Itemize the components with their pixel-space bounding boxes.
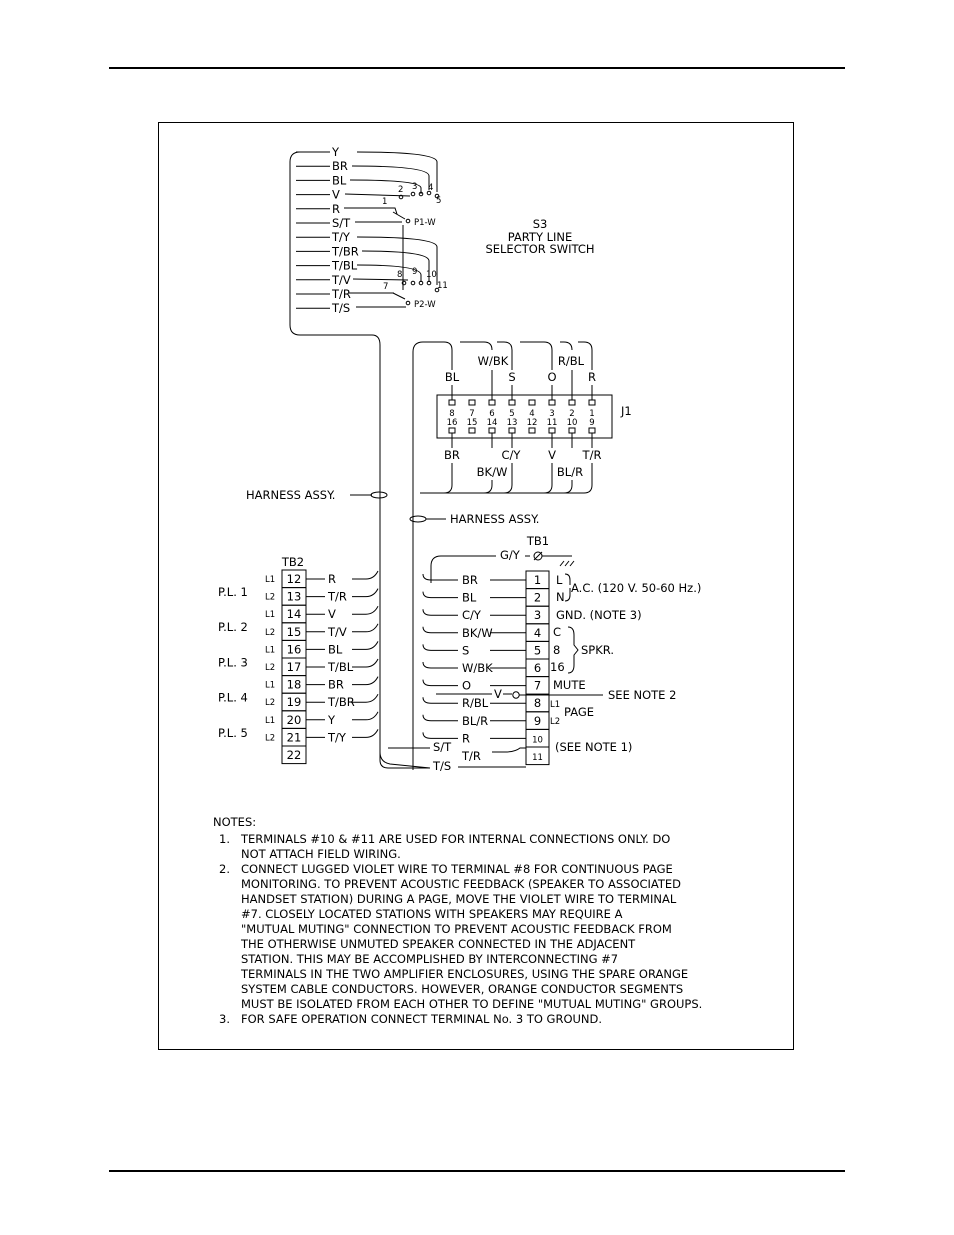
switch-position-label: 3 — [412, 182, 418, 192]
tb2-wire-label: R — [328, 572, 336, 586]
connector-wire-label: BR — [444, 448, 460, 462]
connector-pin — [569, 400, 575, 405]
connector-wire-label: C/Y — [501, 448, 521, 462]
connector-pin — [529, 400, 535, 405]
tb2-wire-label: V — [328, 607, 336, 622]
tb1-terminal-number: 7 — [533, 678, 542, 693]
tb2-wire — [352, 641, 378, 649]
tb2-line-position: L2 — [265, 663, 276, 673]
connector-wire-label: BK/W — [476, 465, 508, 479]
connector-pin — [509, 400, 515, 405]
tb2-wire — [352, 712, 378, 720]
tb2-terminal-number: 16 — [286, 642, 302, 657]
note-line: MONITORING. TO PREVENT ACOUSTIC FEEDBACK (SPEAKER TO ASSOCIATED — [241, 877, 682, 891]
tb1-terminal-number: 8 — [533, 696, 542, 711]
connector-j1-label: J1 — [621, 404, 632, 418]
tb2-terminal-number: 12 — [286, 572, 302, 586]
tb2-terminal-number: 20 — [286, 712, 302, 727]
tb1-wire — [423, 592, 458, 598]
connector-pin — [449, 428, 455, 433]
ac-bracket — [565, 574, 570, 585]
note-number: 3. — [219, 1012, 230, 1026]
tb2-line-position: L2 — [265, 627, 276, 638]
tb1-wire-label: W/BK — [462, 661, 493, 675]
connector-wire-label: O — [547, 370, 557, 384]
connector-harness — [423, 463, 452, 493]
ground-hatch — [560, 561, 564, 566]
tb1-terminal-number: 6 — [533, 661, 542, 675]
connector-harness — [520, 342, 552, 370]
spkr-bracket — [568, 627, 578, 673]
note-number: 2. — [219, 862, 230, 876]
tb1-wire — [423, 680, 458, 686]
harness-label-left: HARNESS ASSY. — [246, 488, 336, 502]
tb2-line-position: L1 — [265, 645, 276, 656]
connector-pin — [569, 428, 575, 433]
ac-bracket — [565, 588, 570, 601]
tb2-wire-label: BR — [328, 677, 344, 692]
note-line: "MUTUAL MUTING" CONNECTION TO PREVENT ACOUSTIC FEEDBACK FROM — [241, 922, 672, 936]
tb2-terminal-number: 21 — [286, 730, 302, 745]
switch-contact — [411, 281, 415, 285]
tb1-internal-wire — [380, 752, 430, 768]
party-line-label: P.L. 3 — [218, 655, 248, 670]
connector-wire-label: R — [588, 370, 596, 384]
tb1-wire-label: O — [462, 678, 472, 693]
tb1-terminal-number: 9 — [533, 713, 542, 728]
ground-hatch — [565, 561, 569, 566]
switch-label-p1: P1-W — [414, 218, 436, 228]
tb1-annotation: GND. (NOTE 3) — [556, 608, 642, 622]
tb1-terminal-number: 3 — [533, 608, 542, 623]
tb2-wire-label: BL — [328, 642, 343, 657]
switch-contact — [406, 219, 410, 223]
connector-pin — [469, 400, 475, 405]
switch-wire-label: T/BL — [332, 258, 358, 273]
switch-title: S3 — [532, 217, 548, 231]
tb1-wire — [423, 574, 458, 580]
tb1-terminal-number: 10 — [532, 735, 543, 746]
tb1-ground-wire-label: G/Y — [500, 548, 520, 562]
switch-wire-label: T/S — [332, 301, 351, 316]
tb1-internal-wire — [492, 748, 526, 752]
tb1-annotation: L — [556, 573, 563, 587]
note-line: TERMINALS #10 & #11 ARE USED FOR INTERNAL CONNECTIONS ONLY. DO — [241, 832, 671, 846]
tb2-terminal-number: 19 — [286, 695, 302, 710]
tb1-terminal-number: 11 — [532, 753, 543, 763]
tb1-annotation: C — [553, 625, 562, 639]
harness-rail — [290, 152, 430, 768]
tb2-wire-label: T/Y — [328, 730, 346, 745]
connector-pin-number: 13 — [506, 418, 518, 428]
connector-pin-number: 5 — [509, 409, 515, 419]
switch-wire-label: BL — [332, 173, 347, 188]
tb2-terminal-number: 15 — [286, 624, 302, 639]
note-item — [213, 1012, 788, 1027]
note-line: HANDSET STATION) DURING A PAGE, MOVE THE VIOLET WIRE TO TERMINAL — [241, 892, 677, 906]
harness-label-right: HARNESS ASSY. — [450, 512, 540, 526]
switch-position-label: 8 — [397, 270, 403, 280]
connector-pin — [549, 428, 555, 433]
tb1-annotation: 8 — [553, 643, 561, 657]
tb1-wire-label: T/R — [462, 749, 481, 763]
note-item — [213, 862, 788, 1012]
notes-block — [213, 815, 788, 1027]
tb2-wire — [352, 571, 378, 579]
note-line: NOT ATTACH FIELD WIRING. — [241, 847, 401, 861]
connector-harness — [564, 480, 572, 493]
tb1-annotation: N — [556, 590, 565, 604]
party-line-label: P.L. 1 — [218, 585, 248, 599]
tb1-annotation: L2 — [550, 717, 561, 727]
tb1-wire — [423, 732, 458, 738]
connector-harness — [560, 342, 572, 350]
tb1-label: TB1 — [526, 534, 550, 548]
note-number: 1. — [219, 832, 230, 846]
tb1-wire — [423, 697, 458, 703]
connector-pin-number: 11 — [546, 418, 558, 428]
switch-position-label: 4 — [428, 183, 434, 193]
tb1-wire-label: C/Y — [462, 608, 481, 623]
connector-pin — [449, 400, 455, 405]
tb2-wire-label: Y — [328, 712, 336, 727]
connector-pin — [469, 428, 475, 433]
tb1-wire-label: BK/W — [462, 625, 493, 640]
connector-harness — [484, 480, 492, 493]
switch-position-label: 2 — [398, 185, 404, 195]
tb1-wire — [423, 644, 458, 650]
note-line: #7. CLOSELY LOCATED STATIONS WITH SPEAKERS MAY REQUIRE A — [241, 907, 623, 921]
switch-position-label: 10 — [426, 270, 437, 280]
tb1-annotation: L1 — [550, 700, 561, 710]
switch-wiper — [393, 212, 405, 219]
party-line-label: P.L. 2 — [218, 620, 248, 635]
note-line: TERMINALS IN THE TWO AMPLIFIER ENCLOSURES, USING THE SPARE ORANGE — [241, 967, 689, 981]
connector-pin-number: 12 — [526, 418, 538, 428]
connector-pin-number: 15 — [466, 418, 478, 428]
tb1-wire — [423, 715, 458, 721]
party-line-label: P.L. 4 — [218, 690, 248, 705]
tb1-wire — [423, 609, 458, 615]
tb2-terminal-number: 22 — [286, 748, 302, 762]
tb1-wire-label: BR — [462, 573, 478, 587]
tb1-annotation: A.C. (120 V. 50-60 Hz.) — [571, 581, 702, 595]
tb1-terminal-number: 4 — [533, 625, 542, 640]
tb1-annotation: SPKR. — [581, 643, 615, 657]
tb1-annotation: MUTE — [553, 678, 586, 692]
party-line-label: P.L. 5 — [218, 725, 248, 740]
note-line: SYSTEM CABLE CONDUCTORS. HOWEVER, ORANGE CONDUCTOR SEGMENTS — [241, 982, 684, 996]
tb1-lug-wire-label: V — [494, 687, 502, 701]
switch-wire-label: R — [332, 201, 340, 216]
tb2-wire — [352, 589, 378, 597]
note-line: THE OTHERWISE UNMUTED SPEAKER CONNECTED IN THE ADJACENT — [241, 937, 636, 951]
connector-wire-label: BL — [444, 370, 460, 384]
connector-pin — [589, 428, 595, 433]
connector-wire-label: V — [548, 448, 556, 462]
tb2-line-position: L1 — [265, 575, 276, 585]
tb2-wire-label: T/R — [328, 589, 347, 604]
connector-pin — [529, 428, 535, 433]
tb1-wire-label: BL/R — [462, 713, 489, 728]
tb1-wire-label: S — [462, 643, 470, 658]
connector-wire-label: T/R — [582, 448, 602, 462]
switch-label-p2: P2-W — [414, 300, 436, 310]
connector-pin — [489, 400, 495, 405]
tb2-line-position: L2 — [265, 733, 276, 744]
tb1-annotation: PAGE — [564, 705, 595, 719]
switch-wire-label: S/T — [332, 216, 351, 230]
switch-position-label: 5 — [436, 196, 442, 206]
tb2-line-position: L2 — [265, 592, 276, 603]
connector-wire-label: R/BL — [557, 354, 585, 368]
tb1-terminal-number: 1 — [533, 573, 542, 587]
switch-wiper — [393, 293, 405, 299]
connector-pin-number: 3 — [549, 409, 555, 419]
switch-wire-label: BR — [332, 159, 348, 174]
tb2-line-position: L2 — [265, 698, 276, 709]
tb2-line-position: L1 — [265, 680, 276, 691]
tb2-wire-label: T/BL — [328, 660, 354, 674]
switch-wire-label: T/BR — [332, 244, 359, 259]
tb2-wire-label: T/BR — [328, 695, 355, 710]
connector-pin-number: 8 — [449, 409, 455, 419]
ground-hatch — [570, 561, 574, 566]
switch-position-label: 9 — [412, 267, 418, 277]
tb2-terminal-number: 18 — [286, 677, 302, 692]
tb1-terminal-number: 2 — [533, 590, 542, 605]
connector-harness — [544, 463, 552, 493]
tb1-internal-label: S/T — [433, 740, 452, 754]
tb2-wire — [352, 677, 378, 685]
tb2-wire — [352, 624, 378, 632]
switch-wire-label: T/V — [332, 272, 351, 287]
tb1-terminal-number: 5 — [533, 643, 542, 658]
switch-lead — [344, 208, 397, 214]
connector-wire-label: S — [508, 370, 516, 384]
note-line: CONNECT LUGGED VIOLET WIRE TO TERMINAL #8 FOR CONTINUOUS PAGE — [241, 862, 673, 876]
connector-pin-number: 9 — [589, 418, 595, 428]
tb1-wire — [423, 627, 458, 633]
tb1-wire-label: R — [462, 731, 470, 746]
connector-j1-body — [437, 395, 612, 438]
tb2-wire — [352, 729, 378, 737]
tb2-line-position: L1 — [265, 610, 276, 621]
switch-wire-label: Y — [332, 145, 340, 159]
connector-wire-label: BL/R — [556, 465, 584, 479]
switch-title: SELECTOR SWITCH — [485, 242, 595, 256]
tb2-terminal-number: 13 — [286, 589, 302, 604]
harness-ring — [371, 492, 387, 498]
tb2-label: TB2 — [281, 555, 305, 569]
switch-contact — [406, 301, 410, 305]
harness-ring — [410, 516, 426, 522]
tb2-wire — [352, 659, 378, 667]
connector-pin — [489, 428, 495, 433]
note-line: STATION. THIS MAY BE ACCOMPLISHED BY INTERCONNECTING #7 — [241, 952, 619, 966]
connector-pin-number: 4 — [529, 409, 535, 419]
switch-lead — [352, 166, 429, 190]
connector-pin-number: 10 — [566, 418, 578, 428]
connector-harness — [460, 342, 492, 350]
tb2-wire — [352, 606, 378, 614]
switch-wire-label: V — [332, 187, 340, 202]
connector-pin-number: 7 — [469, 409, 475, 419]
tb1-wire — [423, 662, 458, 668]
connector-pin-number: 16 — [446, 418, 458, 428]
tb2-terminal-number: 17 — [286, 660, 302, 674]
tb1-annotation: 16 — [550, 660, 565, 674]
connector-pin — [589, 400, 595, 405]
tb1-wire-label: BL — [462, 590, 477, 605]
violet-lug — [513, 692, 519, 698]
connector-pin — [549, 400, 555, 405]
switch-lead — [350, 180, 421, 194]
switch-position-label: 7 — [383, 282, 389, 292]
connector-pin-number: 2 — [569, 409, 575, 419]
switch-contact — [411, 192, 415, 196]
switch-title: PARTY LINE — [507, 230, 573, 244]
switch-wire-label: T/Y — [332, 230, 350, 245]
tb2-terminal-number: 14 — [286, 607, 302, 622]
tb2-wire-label: T/V — [328, 624, 347, 639]
tb2-line-position: L1 — [265, 715, 276, 726]
notes-heading: NOTES: — [213, 815, 257, 829]
connector-pin-number: 14 — [486, 418, 498, 428]
connector-pin-number: 1 — [589, 409, 595, 419]
connector-pin — [509, 428, 515, 433]
connector-pin-number: 6 — [489, 409, 495, 419]
note-item — [213, 832, 788, 862]
tb1-annotation: (SEE NOTE 1) — [555, 740, 633, 754]
switch-position-label: 1 — [382, 197, 388, 207]
connector-wire-label: W/BK — [477, 354, 509, 368]
tb1-wire-label: R/BL — [462, 696, 489, 711]
note-line: FOR SAFE OPERATION CONNECT TERMINAL No. 3 TO GROUND. — [241, 1012, 603, 1026]
tb1-internal-label: T/S — [433, 759, 452, 773]
switch-wire-label: T/R — [332, 287, 351, 301]
tb1-annotation: SEE NOTE 2 — [608, 688, 677, 702]
switch-position-label: 11 — [437, 281, 448, 291]
note-line: MUST BE ISOLATED FROM EACH OTHER TO DEFINE "MUTUAL MUTING" GROUPS. — [241, 997, 703, 1011]
tb2-wire — [352, 694, 378, 702]
